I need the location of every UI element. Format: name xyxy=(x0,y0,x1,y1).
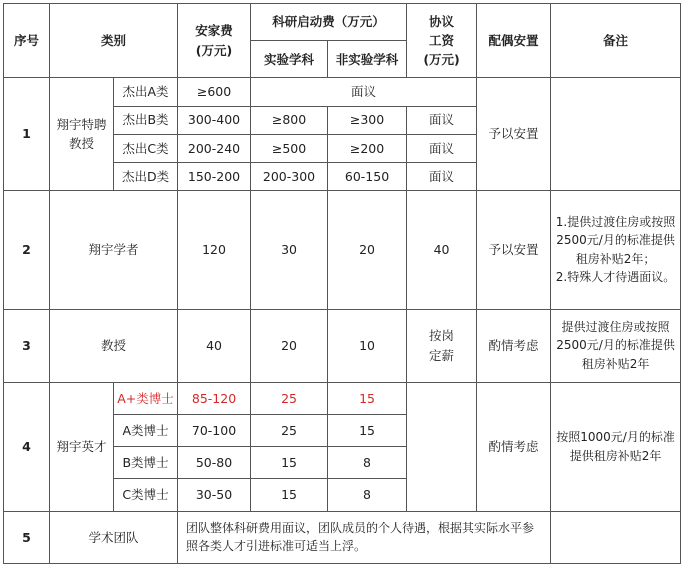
row5-content: 团队整体科研费用面议，团队成员的个人待遇，根据其实际水平参照各类人才引进标准可适当上浮。 xyxy=(178,511,551,563)
row4-sub-settle: 70-100 xyxy=(178,415,251,447)
row3-settle: 40 xyxy=(178,309,251,382)
row4-seq: 4 xyxy=(4,382,50,511)
header-seq: 序号 xyxy=(4,4,50,78)
row3-remark: 提供过渡住房或按照2500元/月的标准提供租房补贴2年 xyxy=(551,309,681,382)
row3-salary-line2: 定薪 xyxy=(429,347,455,363)
row1-sub-settle: 300-400 xyxy=(178,106,251,134)
row1-sub-settle: 200-240 xyxy=(178,134,251,162)
row4-sub-name: A类博士 xyxy=(114,415,178,447)
row2-remark xyxy=(551,190,681,309)
row1-remark xyxy=(551,78,681,191)
row1-sub-nonexp: 60-150 xyxy=(328,162,407,190)
talent-policy-table xyxy=(3,3,681,564)
row1-sub-name: 杰出A类 xyxy=(114,78,178,106)
row1-seq: 1 xyxy=(4,78,50,191)
row3-exp: 20 xyxy=(251,309,328,382)
header-settle-unit: (万元) xyxy=(195,42,233,58)
row4-sub-name: A+类博士 xyxy=(114,382,178,414)
header-nonexp: 非实验学科 xyxy=(328,41,407,78)
table-row xyxy=(4,190,681,309)
row4-sub-settle: 50-80 xyxy=(178,447,251,479)
row1-sub-settle: ≥600 xyxy=(178,78,251,106)
row4-sub-name: C类博士 xyxy=(114,479,178,511)
row1-sub-settle: 150-200 xyxy=(178,162,251,190)
header-remark: 备注 xyxy=(551,4,681,78)
row1-group: 翔宇特聘教授 xyxy=(50,78,114,191)
row3-category: 教授 xyxy=(50,309,178,382)
header-spouse: 配偶安置 xyxy=(477,4,551,78)
row5-category: 学术团队 xyxy=(50,511,178,563)
header-row xyxy=(4,4,681,41)
row4-group: 翔宇英才 xyxy=(50,382,114,511)
row4-sub-exp: 15 xyxy=(251,447,328,479)
row1-sub-name: 杰出D类 xyxy=(114,162,178,190)
row1-sub-name: 杰出C类 xyxy=(114,134,178,162)
row4-sub-exp: 25 xyxy=(251,382,328,414)
row3-salary xyxy=(407,309,477,382)
header-salary-line2: 工资 xyxy=(429,33,455,48)
row4-salary xyxy=(407,382,477,511)
row1-sub-name: 杰出B类 xyxy=(114,106,178,134)
table-row xyxy=(4,78,681,106)
row2-remark-item1: 1.提供过渡住房或按照2500元/月的标准提供租房补贴2年； xyxy=(555,214,676,266)
header-salary xyxy=(407,4,477,78)
row4-remark: 按照1000元/月的标准提供租房补贴2年 xyxy=(551,382,681,511)
row1-sub-exp: ≥800 xyxy=(251,106,328,134)
header-salary-line1: 协议 xyxy=(429,13,455,29)
table-row xyxy=(4,309,681,382)
table-row xyxy=(4,511,681,563)
row4-sub-exp: 15 xyxy=(251,479,328,511)
row3-spouse: 酌情考虑 xyxy=(477,309,551,382)
row4-sub-nonexp: 15 xyxy=(328,415,407,447)
row4-sub-name: B类博士 xyxy=(114,447,178,479)
header-research: 科研启动费（万元） xyxy=(251,4,407,41)
row1-sub-exp: ≥500 xyxy=(251,134,328,162)
row2-exp: 30 xyxy=(251,190,328,309)
row3-salary-line1: 按岗 xyxy=(429,328,455,344)
row2-settle: 120 xyxy=(178,190,251,309)
row2-seq: 2 xyxy=(4,190,50,309)
row4-sub-settle: 85-120 xyxy=(178,382,251,414)
row1-sub-research-merged: 面议 xyxy=(251,78,477,106)
row1-sub-salary: 面议 xyxy=(407,162,477,190)
row2-spouse: 予以安置 xyxy=(477,190,551,309)
row4-sub-nonexp: 8 xyxy=(328,479,407,511)
row4-sub-settle: 30-50 xyxy=(178,479,251,511)
row2-salary: 40 xyxy=(407,190,477,309)
header-salary-line3: (万元) xyxy=(423,52,460,68)
row4-spouse: 酌情考虑 xyxy=(477,382,551,511)
header-settle xyxy=(178,4,251,78)
row4-sub-nonexp: 15 xyxy=(328,382,407,414)
row4-sub-nonexp: 8 xyxy=(328,447,407,479)
header-category: 类别 xyxy=(50,4,178,78)
row3-seq: 3 xyxy=(4,309,50,382)
row2-remark-item2: 2.特殊人才待遇面议。 xyxy=(555,270,676,285)
row2-nonexp: 20 xyxy=(328,190,407,309)
row1-sub-exp: 200-300 xyxy=(251,162,328,190)
row1-sub-salary: 面议 xyxy=(407,106,477,134)
row1-spouse: 予以安置 xyxy=(477,78,551,191)
row1-sub-nonexp: ≥300 xyxy=(328,106,407,134)
row5-remark xyxy=(551,511,681,563)
row3-nonexp: 10 xyxy=(328,309,407,382)
row1-sub-nonexp: ≥200 xyxy=(328,134,407,162)
table-row xyxy=(4,382,681,414)
header-exp: 实验学科 xyxy=(251,41,328,78)
row1-sub-salary: 面议 xyxy=(407,134,477,162)
header-settle-label: 安家费 xyxy=(195,23,233,39)
row2-category: 翔宇学者 xyxy=(50,190,178,309)
row5-seq: 5 xyxy=(4,511,50,563)
row4-sub-exp: 25 xyxy=(251,415,328,447)
